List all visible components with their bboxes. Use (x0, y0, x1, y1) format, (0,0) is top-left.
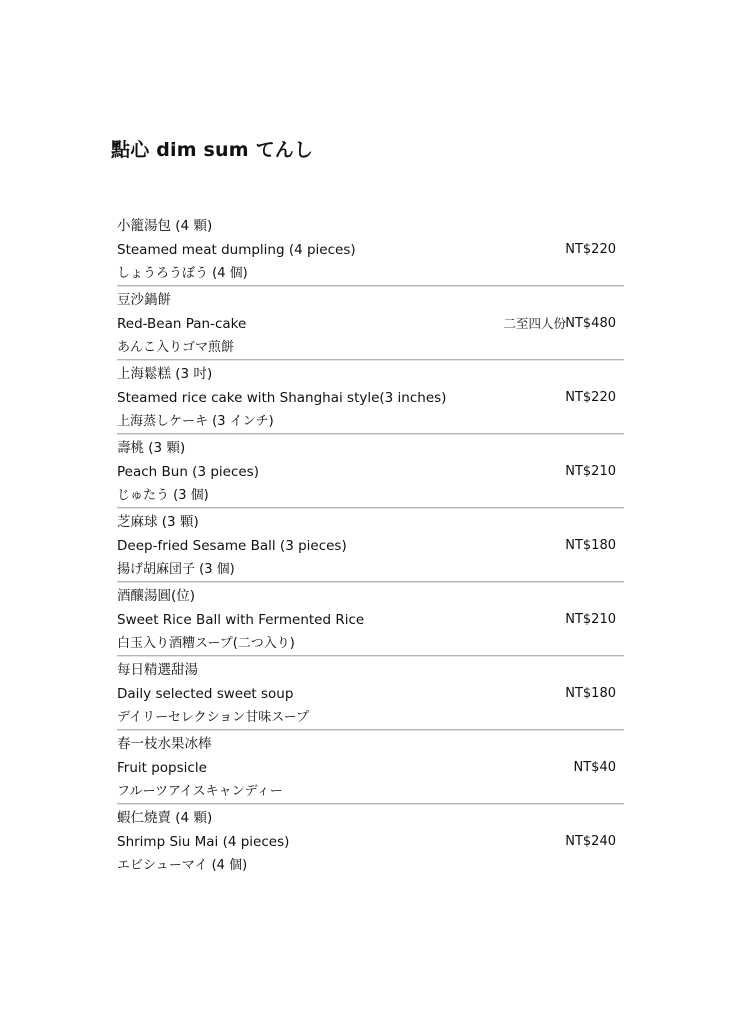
item-name-japanese: デイリーセレクション甘味スープ (117, 710, 310, 725)
item-name-english: Fruit popsicle (117, 760, 207, 776)
menu-item (117, 730, 624, 804)
item-name-chinese: 每日精選甜湯 (117, 662, 198, 678)
item-price: NT$40 (573, 760, 616, 775)
menu-item (117, 286, 624, 360)
item-name-english: Steamed meat dumpling (4 pieces) (117, 242, 356, 258)
item-name-chinese: 上海鬆糕 (3 吋) (117, 366, 213, 382)
item-name-japanese: 上海蒸しケーキ (3 インチ) (117, 414, 274, 429)
item-name-english: Peach Bun (3 pieces) (117, 464, 259, 480)
item-name-english: Sweet Rice Ball with Fermented Rice (117, 612, 365, 628)
item-name-english: Steamed rice cake with Shanghai style(3 inches) (117, 390, 447, 406)
menu-item (117, 656, 624, 730)
item-price: NT$210 (565, 464, 616, 479)
item-name-chinese: 壽桃 (3 顆) (117, 440, 186, 456)
page-title: 點心 dim sum てんし (111, 139, 314, 161)
item-price: NT$240 (565, 834, 616, 849)
item-name-chinese: 酒釀湯圓(位) (117, 588, 196, 604)
item-portion-note: 二至四人份 (503, 316, 566, 331)
item-name-english: Deep-fried Sesame Ball (3 pieces) (117, 538, 347, 554)
item-name-english: Red-Bean Pan-cake (117, 316, 247, 332)
menu-item (117, 804, 624, 878)
item-price: NT$220 (565, 390, 616, 405)
item-name-chinese: 芝麻球 (3 顆) (117, 514, 199, 530)
dim-sum-menu (117, 212, 624, 878)
item-price: NT$180 (565, 538, 616, 553)
item-name-chinese: 春一枝水果冰棒 (117, 736, 212, 752)
item-name-english: Daily selected sweet soup (117, 686, 294, 702)
item-name-chinese: 小籠湯包 (4 顆) (117, 218, 213, 234)
item-name-japanese: フルーツアイスキャンディー (117, 784, 283, 799)
item-name-japanese: じゅたう (3 個) (117, 488, 209, 503)
menu-item (117, 360, 624, 434)
item-name-chinese: 蝦仁燒賣 (4 顆) (117, 810, 213, 826)
item-price: NT$220 (565, 242, 616, 257)
menu-item (117, 508, 624, 582)
menu-item (117, 434, 624, 508)
menu-item (117, 212, 624, 286)
item-name-japanese: しょうろうぼう (4 個) (117, 266, 248, 281)
item-name-japanese: 揚げ胡麻団子 (3 個) (117, 562, 235, 577)
item-name-japanese: エビシューマイ (4 個) (117, 858, 248, 873)
item-price: NT$480 (565, 316, 616, 331)
item-name-japanese: 白玉入り酒糟スープ(二つ入り) (117, 636, 295, 651)
menu-item (117, 582, 624, 656)
item-name-japanese: あんこ入りゴマ煎餅 (117, 340, 235, 355)
item-price: NT$180 (565, 686, 616, 701)
item-name-chinese: 豆沙鍋餅 (117, 292, 171, 308)
item-price: NT$210 (565, 612, 616, 627)
item-name-english: Shrimp Siu Mai (4 pieces) (117, 834, 290, 850)
